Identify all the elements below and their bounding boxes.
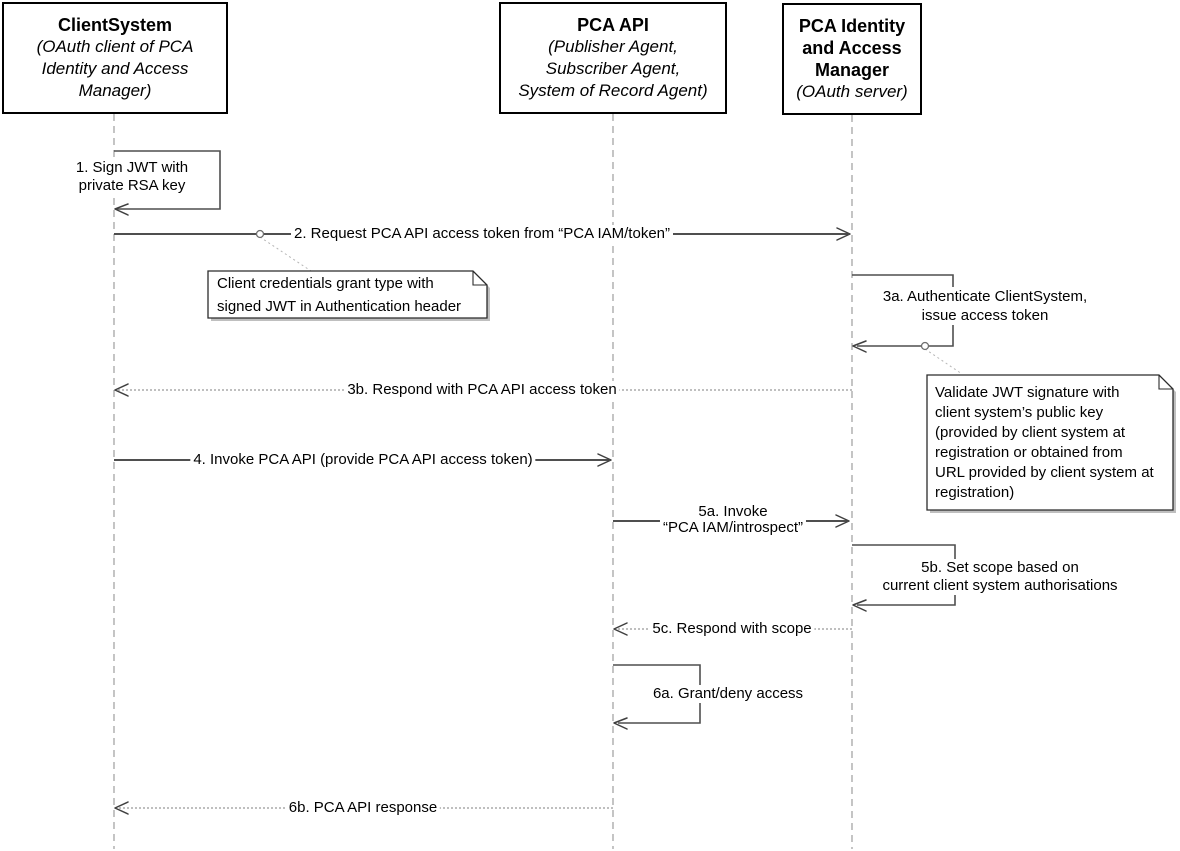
actor-subtitle-line: (OAuth server) — [796, 82, 908, 101]
note-line: registration or obtained from — [935, 444, 1123, 461]
message-1-label — [73, 159, 191, 195]
note-line: signed JWT in Authentication header — [217, 297, 462, 315]
message-2-label: 2. Request PCA API access token from “PCA IAM/token” — [291, 225, 673, 243]
message-6b-arrowhead — [115, 802, 128, 814]
message-5c-label: 5c. Respond with scope — [649, 620, 814, 638]
message-3b-label: 3b. Respond with PCA API access token — [344, 381, 619, 399]
label-line: 5a. Invoke — [698, 503, 768, 520]
actor-subtitle-line: Manager) — [78, 81, 152, 100]
note-client-credentials — [217, 273, 461, 318]
message-6b-label: 6b. PCA API response — [286, 799, 440, 817]
label-line: issue access token — [921, 307, 1049, 324]
label-line: 3a. Authenticate ClientSystem, — [882, 288, 1088, 305]
actor-client-system — [2, 2, 228, 114]
actor-pca-iam — [782, 3, 922, 115]
actor-title-line: and Access — [802, 38, 902, 58]
label-line: 5b. Set scope based on — [921, 559, 1079, 576]
message-5c-arrowhead — [614, 623, 627, 635]
note-validate-jwt — [935, 383, 1154, 503]
note-anchor-credentials — [257, 231, 264, 238]
note-connector-validate — [925, 349, 962, 374]
actor-subtitle-line: Identity and Access — [41, 59, 189, 78]
label-line: current client system authorisations — [882, 577, 1118, 594]
label-line: private RSA key — [78, 177, 186, 194]
message-4-label: 4. Invoke PCA API (provide PCA API access token) — [190, 451, 535, 469]
actor-title: PCA API — [577, 15, 649, 35]
note-line: registration) — [935, 484, 1015, 501]
label-line: “PCA IAM/introspect” — [662, 519, 804, 536]
message-3a-label — [880, 287, 1090, 325]
actor-title-line: Manager — [814, 60, 890, 80]
note-line: Client credentials grant type with — [217, 275, 434, 292]
actor-subtitle-line: (Publisher Agent, — [548, 37, 678, 56]
message-5b-label — [879, 559, 1120, 595]
note-line: client system’s public key — [935, 404, 1104, 421]
actor-pca-api — [499, 2, 727, 114]
message-6a-label: 6a. Grant/deny access — [650, 685, 806, 703]
actor-subtitle-line: (OAuth client of PCA — [36, 37, 194, 56]
label-line: 1. Sign JWT with — [75, 159, 189, 176]
actor-subtitle-line: Subscriber Agent, — [545, 59, 681, 78]
actor-title: ClientSystem — [57, 15, 173, 35]
actor-subtitle-line: System of Record Agent) — [518, 81, 708, 100]
note-anchor-validate — [922, 343, 929, 350]
note-line: Validate JWT signature with — [935, 384, 1120, 401]
message-5a-label — [660, 504, 806, 536]
note-line: URL provided by client system at — [935, 464, 1154, 481]
actor-title-line: PCA Identity — [798, 16, 906, 36]
note-line: (provided by client system at — [935, 424, 1126, 441]
